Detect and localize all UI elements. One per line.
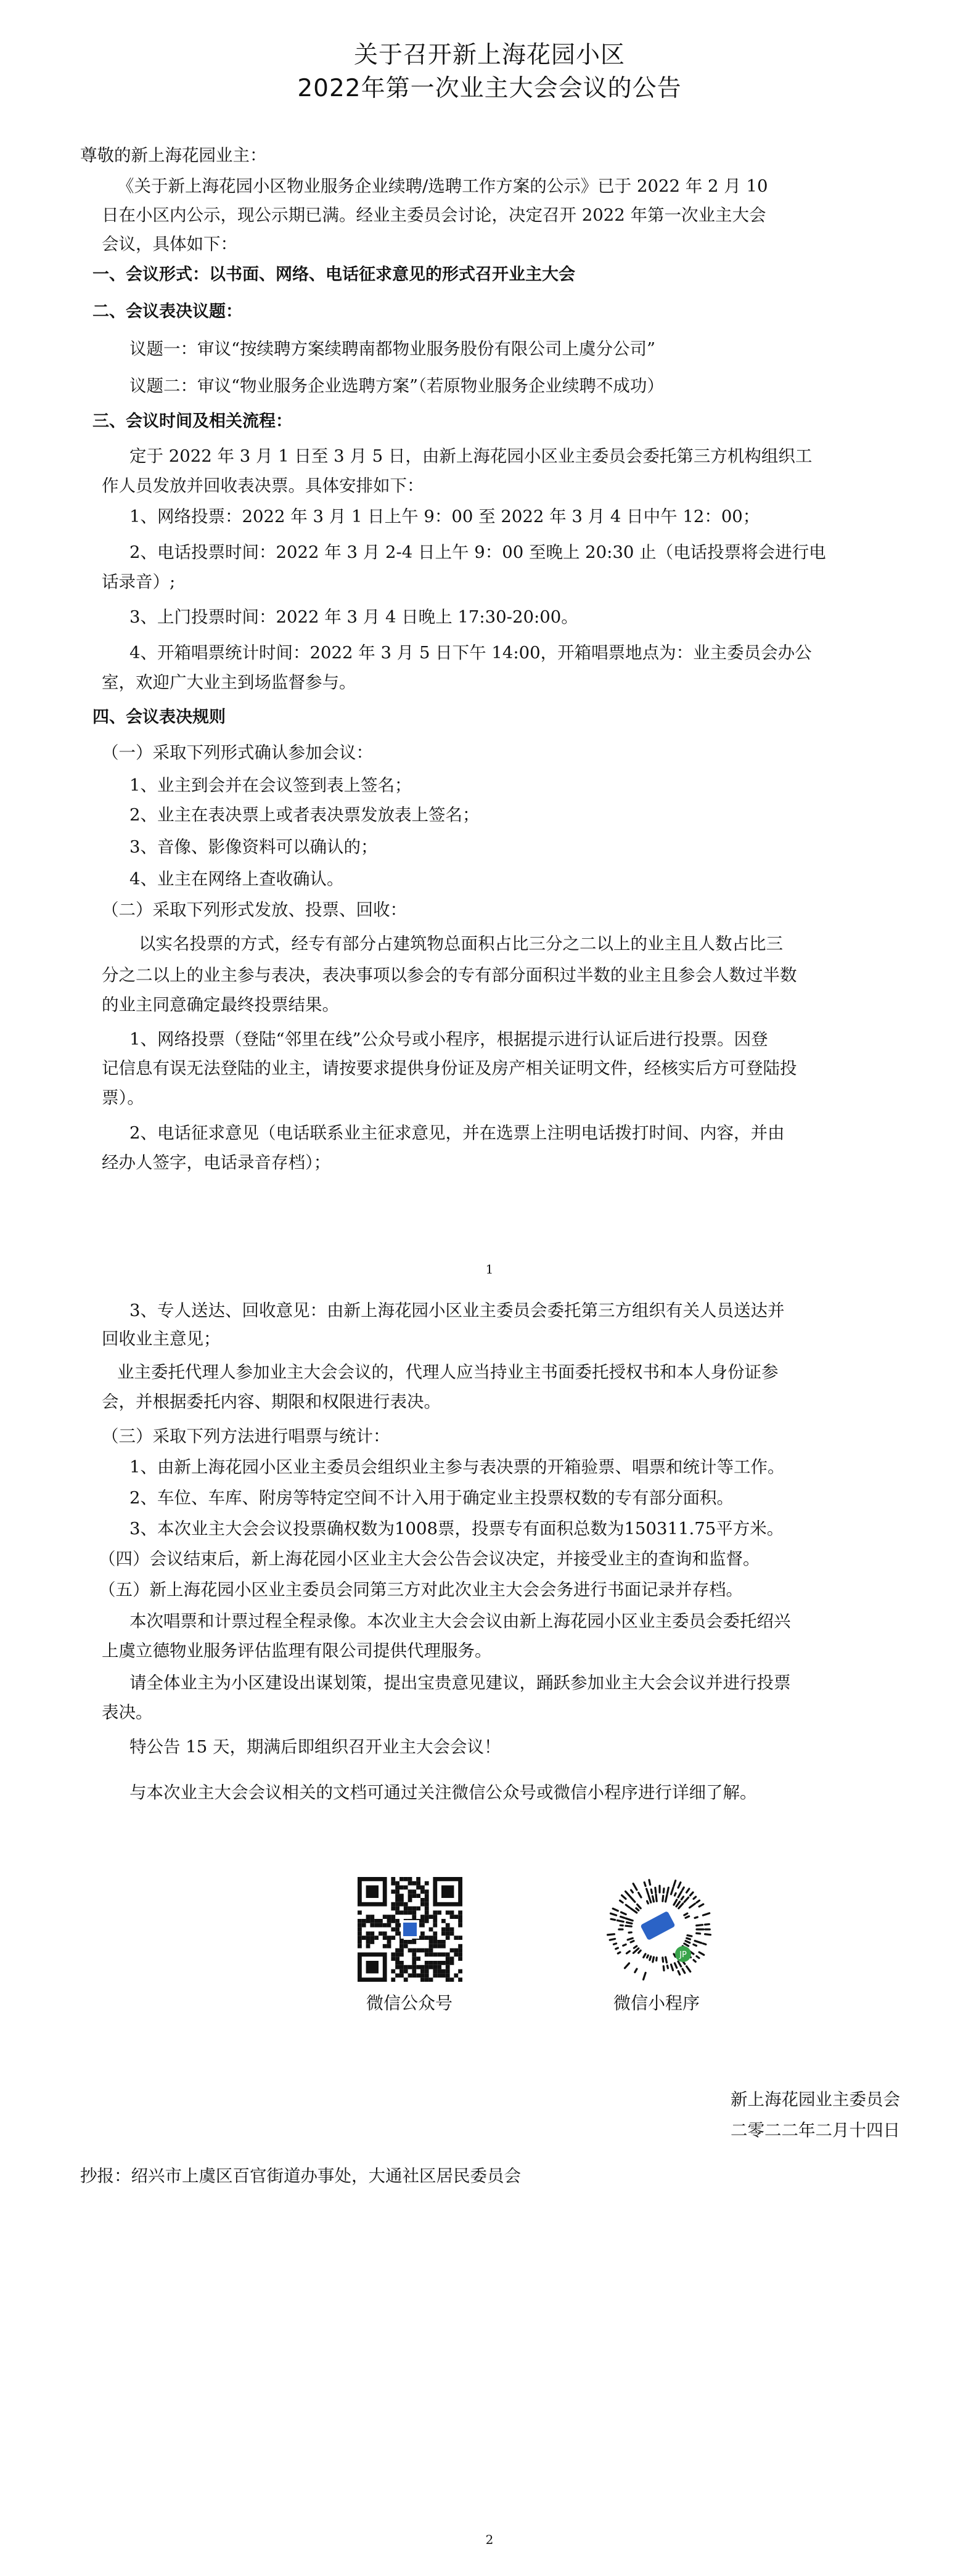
text-line: 经办人签字，电话录音存档）； <box>102 1153 331 1172</box>
text-line: 3、上门投票时间：2022 年 3 月 4 日晚上 17:30-20:00。 <box>129 607 578 627</box>
text-line: 1、网络投票：2022 年 3 月 1 日上午 9：00 至 2022 年 3 月 4 日中午 12：00； <box>129 507 760 526</box>
text-line: 1、由新上海花园小区业主委员会组织业主参与表决票的开箱验票、唱票和统计等工作。 <box>129 1457 785 1477</box>
page-number-2: 2 <box>485 2532 494 2547</box>
text-line: 议题二：审议“物业服务企业选聘方案”（若原物业服务企业续聘不成功） <box>129 376 664 396</box>
text-line: 上虞立德物业服务评估监理有限公司提供代理服务。 <box>102 1641 492 1661</box>
text-line: （三）采取下列方法进行唱票与统计： <box>102 1426 390 1446</box>
text-line: （四）会议结束后，新上海花园小区业主大会公告会议决定，并接受业主的查询和监督。 <box>99 1549 760 1569</box>
text-line: 3、音像、影像资料可以确认的； <box>129 837 378 857</box>
text-line: （五）新上海花园小区业主委员会同第三方对此次业主大会会务进行书面记录并存档。 <box>99 1580 743 1600</box>
text-line: 3、专人送达、回收意见：由新上海花园小区业主委员会委托第三方组织有关人员送达并 <box>129 1301 785 1320</box>
text-line: 2、电话征求意见（电话联系业主征求意见，并在选票上注明电话拨打时间、内容，并由 <box>129 1123 785 1143</box>
text-line: 室，欢迎广大业主到场监督参与。 <box>102 673 356 692</box>
text-line: 的业主同意确定最终投票结果。 <box>102 995 339 1015</box>
text-line: 业主委托代理人参加业主大会会议的，代理人应当持业主书面委托授权书和本人身份证参 <box>117 1362 779 1382</box>
section-heading: 二、会议表决议题： <box>92 302 242 321</box>
text-line: 会，并根据委托内容、期限和权限进行表决。 <box>102 1392 441 1412</box>
text-line: 2、电话投票时间：2022 年 3 月 2-4 日上午 9：00 至晚上 20:30 止（电话投票将会进行电 <box>129 542 826 562</box>
text-line: 请全体业主为小区建设出谋划策，提出宝贵意见建议，踊跃参加业主大会会议并进行投票 <box>129 1673 791 1693</box>
text-line: 新上海花园业主委员会 <box>731 2090 900 2109</box>
text-line: 抄报：绍兴市上虞区百官街道办事处，大通社区居民委员会 <box>80 2166 521 2186</box>
section-heading: 三、会议时间及相关流程： <box>92 412 292 431</box>
qr-caption-official-account: 微信公众号 <box>366 1993 453 2013</box>
qr-code-mini-program <box>604 1874 715 1985</box>
svg-text:JP: JP <box>679 1950 687 1960</box>
text-line: 会议，具体如下： <box>102 234 237 254</box>
text-line: 尊敬的新上海花园业主： <box>80 145 267 165</box>
section-heading: 四、会议表决规则 <box>92 708 226 727</box>
qr-code-official-account <box>358 1877 462 1982</box>
text-line: 与本次业主大会会议相关的文档可通过关注微信公众号或微信小程序进行详细了解。 <box>129 1783 757 1802</box>
text-line: 定于 2022 年 3 月 1 日至 3 月 5 日，由新上海花园小区业主委员会委托第三方机构组织工 <box>129 446 813 466</box>
text-line: 4、业主在网络上查收确认。 <box>129 869 344 889</box>
text-line: 4、开箱唱票统计时间：2022 年 3 月 5 日下午 14:00，开箱唱票地点为：业主委员会办公 <box>129 643 812 663</box>
text-line: 话录音）; <box>102 572 176 592</box>
text-line: 2、业主在表决票上或者表决票发放表上签名； <box>129 805 480 825</box>
text-line: （一）采取下列形式确认参加会议： <box>102 743 373 763</box>
text-line: 3、本次业主大会会议投票确权数为1008票，投票专有面积总数为150311.75平方米。 <box>129 1519 784 1539</box>
qr-caption-mini-program: 微信小程序 <box>613 1993 700 2013</box>
text-line: 作人员发放并回收表决票。具体安排如下： <box>102 476 424 496</box>
text-line: 票）。 <box>102 1088 144 1108</box>
text-line: 表决。 <box>102 1703 153 1722</box>
text-line: 记信息有误无法登陆的业主，请按要求提供身份证及房产相关证明文件，经核实后方可登陆投 <box>102 1058 797 1078</box>
page-number-1: 1 <box>485 1262 494 1277</box>
title-line-2: 2022年第一次业主大会会议的公告 <box>297 75 682 102</box>
text-line: 1、网络投票（登陆“邻里在线”公众号或小程序，根据提示进行认证后进行投票。因登 <box>129 1029 768 1049</box>
text-line: 二零二二年二月十四日 <box>731 2120 900 2140</box>
text-line: 2、车位、车库、附房等特定空间不计入用于确定业主投票权数的专有部分面积。 <box>129 1488 734 1508</box>
text-line: （二）采取下列形式发放、投票、回收： <box>102 900 407 920</box>
text-line: 特公告 15 天，期满后即组织召开业主大会会议！ <box>129 1737 501 1757</box>
text-line: 以实名投票的方式，经专有部分占建筑物总面积占比三分之二以上的业主且人数占比三 <box>139 934 783 954</box>
text-line: 分之二以上的业主参与表决，表决事项以参会的专有部分面积过半数的业主且参会人数过半数 <box>102 965 797 985</box>
text-line: 1、业主到会并在会议签到表上签名； <box>129 775 412 795</box>
text-line: 回收业主意见； <box>102 1329 221 1349</box>
text-line: 《关于新上海花园小区物业服务企业续聘/选聘工作方案的公示》已于 2022 年 2 月 10 <box>117 176 768 196</box>
title-line-1: 关于召开新上海花园小区 <box>353 41 625 69</box>
text-line: 议题一：审议“按续聘方案续聘南都物业服务股份有限公司上虞分公司” <box>129 339 656 359</box>
text-line: 日在小区内公示，现公示期已满。经业主委员会讨论，决定召开 2022 年第一次业主大会 <box>102 205 766 225</box>
section-heading: 一、会议形式：以书面、网络、电话征求意见的形式召开业主大会 <box>92 265 575 284</box>
text-line: 本次唱票和计票过程全程录像。本次业主大会会议由新上海花园小区业主委员会委托绍兴 <box>129 1611 791 1631</box>
